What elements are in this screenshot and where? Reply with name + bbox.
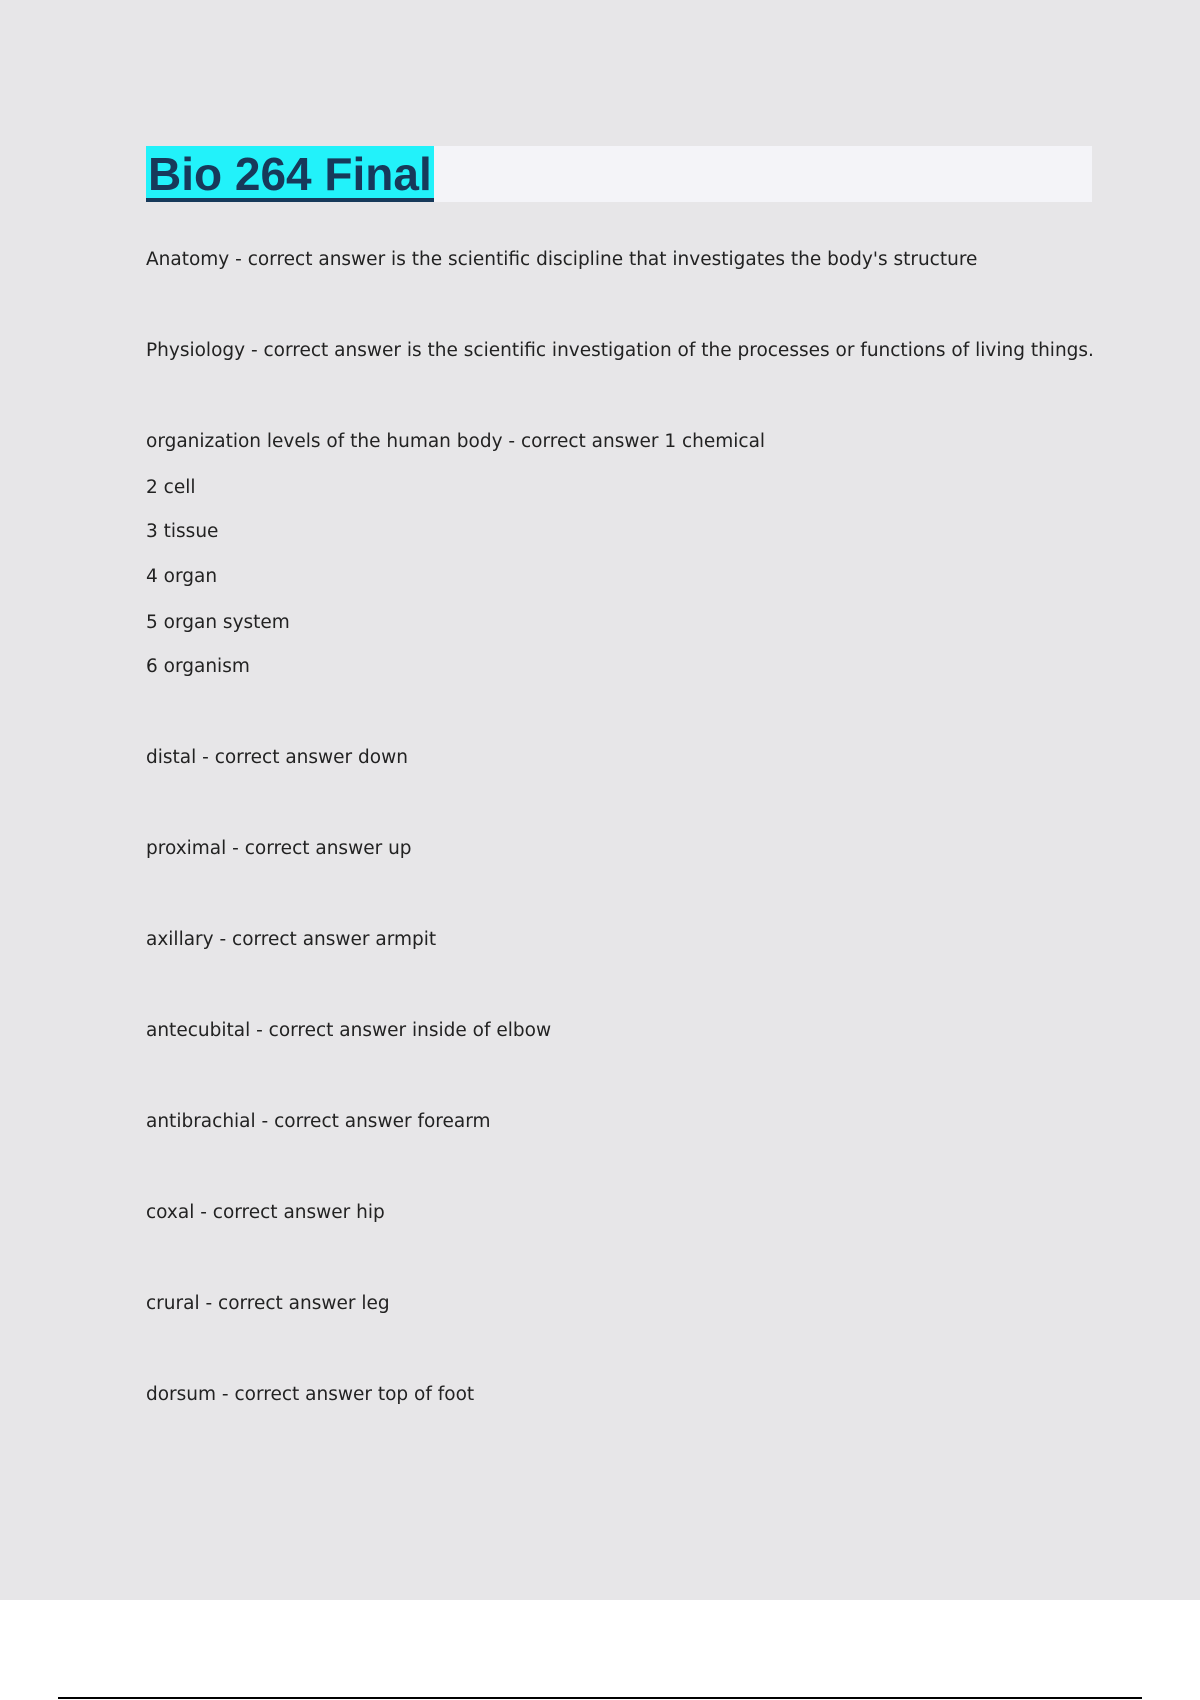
entry-axillary: axillary - correct answer armpit bbox=[146, 929, 437, 950]
entry-antecubital: antecubital - correct answer inside of elbow bbox=[146, 1020, 552, 1041]
footer-divider bbox=[58, 1697, 1142, 1699]
entry-physiology: Physiology - correct answer is the scientific investigation of the processes or functions of living things. bbox=[146, 340, 1094, 361]
entry-level-cell: 2 cell bbox=[146, 477, 196, 498]
entry-level-tissue: 3 tissue bbox=[146, 521, 219, 542]
entry-level-organ-system: 5 organ system bbox=[146, 612, 290, 633]
entry-proximal: proximal - correct answer up bbox=[146, 838, 412, 859]
entry-distal: distal - correct answer down bbox=[146, 747, 408, 768]
entry-dorsum: dorsum - correct answer top of foot bbox=[146, 1384, 475, 1405]
document-title: Bio 264 Final bbox=[148, 148, 432, 200]
entry-coxal: coxal - correct answer hip bbox=[146, 1202, 385, 1223]
entry-antibrachial: antibrachial - correct answer forearm bbox=[146, 1111, 491, 1132]
entry-organization-levels: organization levels of the human body - correct answer 1 chemical bbox=[146, 431, 766, 452]
entry-anatomy: Anatomy - correct answer is the scientific discipline that investigates the body's structure bbox=[146, 249, 978, 270]
entry-level-organ: 4 organ bbox=[146, 566, 218, 587]
entry-level-organism: 6 organism bbox=[146, 656, 250, 677]
entry-crural: crural - correct answer leg bbox=[146, 1293, 390, 1314]
